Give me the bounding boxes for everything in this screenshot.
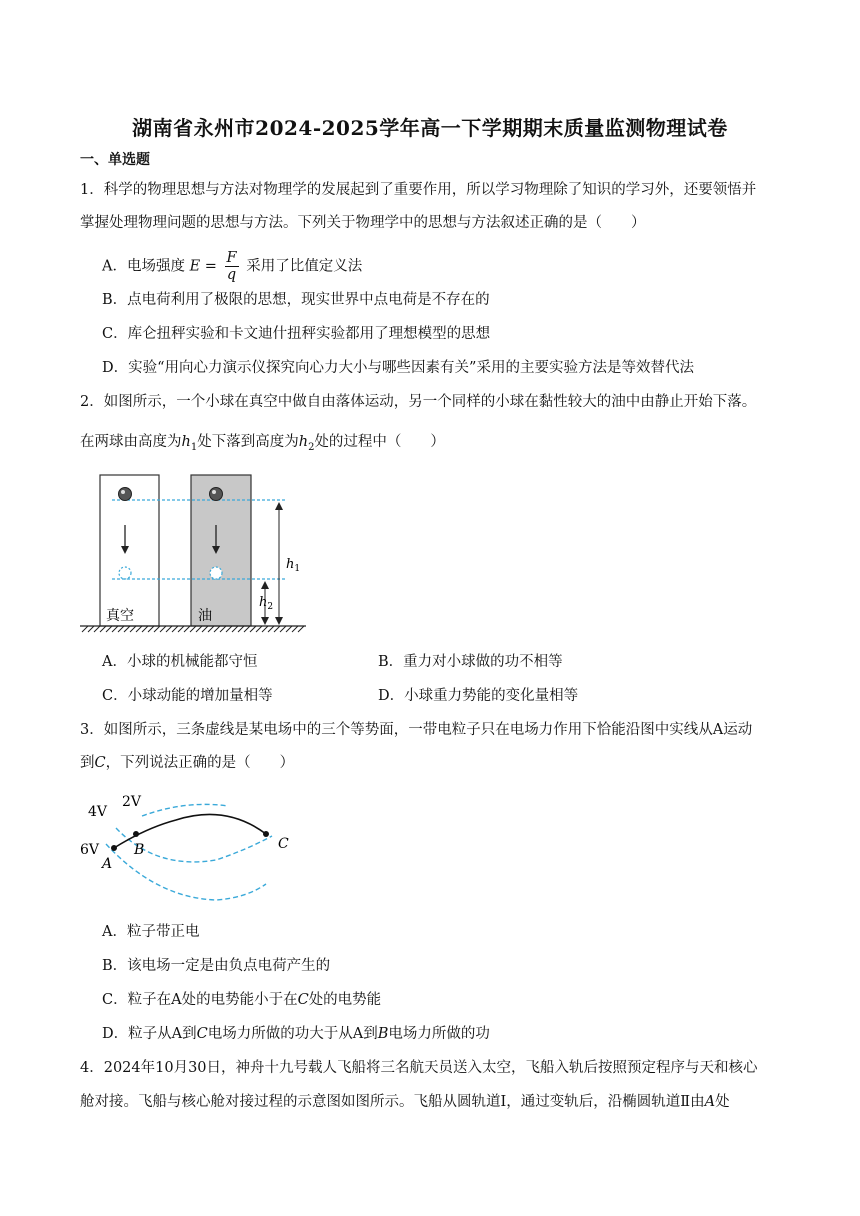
- q3-option-d-part1: D．粒子从A到: [102, 1026, 197, 1042]
- q2-text-part2: 处下落到高度为: [197, 434, 299, 450]
- q2-h1-sub: 1: [190, 441, 198, 453]
- q2-text-part1: 在两球由高度为: [80, 434, 182, 450]
- ground-hatching: [82, 626, 304, 632]
- q1-option-a: [102, 250, 362, 283]
- q1-option-a-prefix: A．电场强度: [102, 258, 185, 275]
- label-c: C: [278, 836, 289, 852]
- label-6v: 6V: [80, 842, 100, 858]
- label-a: A: [102, 856, 113, 872]
- q1-formula-denominator: q: [226, 267, 237, 283]
- q2-h2-sub: 2: [308, 441, 315, 453]
- label-2v: 2V: [122, 794, 142, 810]
- vacuum-label: 真空: [106, 608, 134, 624]
- page-title: 湖南省永州市2024-2025学年高一下学期期末质量监测物理试卷: [132, 116, 728, 140]
- q3-stem-line1: 3．如图所示，三条虚线是某电场中的三个等势面，一带电粒子只在电场力作用下恰能沿图中实线从A运动: [80, 722, 753, 738]
- oil-ball-ghost: [210, 567, 222, 579]
- q2-stem-line1: 2．如图所示，一个小球在真空中做自由落体运动，另一个同样的小球在黏性较大的油中由静止开始下落。: [80, 394, 757, 410]
- q3-option-d-part3: 电场力所做的功: [388, 1026, 490, 1042]
- q1-stem-line2: 掌握处理物理问题的思想与方法。下列关于物理学中的思想与方法叙述正确的是（ ）: [80, 215, 646, 231]
- oil-ball-highlight: [212, 490, 216, 494]
- q1-stem-line1: 1．科学的物理思想与方法对物理学的发展起到了重要作用，所以学习物理除了知识的学习外，还要领悟并: [80, 182, 757, 198]
- equipotential-6v: [106, 844, 266, 900]
- vacuum-ball-highlight: [121, 490, 125, 494]
- q2-h1-symbol: h: [181, 434, 191, 450]
- fig-h2-label: $h_2$: [259, 595, 274, 612]
- q3-option-c-part1: C．粒子在A处的电势能小于在: [102, 992, 298, 1008]
- q4-a-symbol: A: [704, 1094, 716, 1110]
- q3-option-b: B．该电场一定是由负点电荷产生的: [102, 958, 331, 974]
- q2-option-d: D．小球重力势能的变化量相等: [378, 688, 579, 704]
- point-b-dot: [133, 831, 139, 837]
- q3-option-d-symbol1: C: [196, 1026, 208, 1042]
- q2-text-part3: 处的过程中（ ）: [314, 434, 445, 450]
- q2-option-c: C．小球动能的增加量相等: [102, 688, 273, 704]
- h1-arrow-top-icon: [275, 502, 283, 510]
- label-b: B: [134, 842, 145, 858]
- q3-text-part1: 到: [80, 755, 95, 771]
- q4-stem-line2: [80, 1092, 730, 1112]
- q4-text-part1: 舱对接。飞船与核心舱对接过程的示意图如图所示。飞船从圆轨道Ⅰ，通过变轨后，沿椭圆轨道Ⅱ由: [80, 1094, 705, 1110]
- q1-formula-numerator: F: [226, 250, 237, 266]
- q2-falling-balls-figure: [76, 470, 316, 636]
- h1-arrow-bottom-icon: [275, 617, 283, 625]
- q3-option-d-part2: 电场力所做的功大于从A到: [207, 1026, 378, 1042]
- q3-option-c-symbol: C: [297, 992, 309, 1008]
- q1-option-a-suffix: 采用了比值定义法: [246, 258, 363, 275]
- q3-option-c-part2: 处的电势能: [308, 992, 382, 1008]
- q4-stem-line1: 4．2024年10月30日，神舟十九号载人飞船将三名航天员送入太空，飞船入轨后按照预定程序与天和核心: [80, 1060, 758, 1076]
- q3-option-a: A．粒子带正电: [102, 924, 200, 940]
- q3-option-d-symbol2: B: [377, 1026, 389, 1042]
- fig-h1-label: $h_1$: [286, 557, 301, 574]
- q1-option-b: B．点电荷利用了极限的思想，现实世界中点电荷是不存在的: [102, 292, 490, 308]
- h2-arrow-bottom-icon: [261, 617, 269, 625]
- q1-formula-fraction: [225, 250, 239, 283]
- q1-option-c: C．库仑扭秤实验和卡文迪什扭秤实验都用了理想模型的思想: [102, 326, 491, 342]
- q2-option-b: B．重力对小球做的功不相等: [378, 654, 563, 670]
- q3-option-d: [102, 1024, 490, 1044]
- q2-h2-symbol: h: [298, 434, 309, 450]
- label-4v: 4V: [88, 804, 108, 820]
- section-heading: 一、单选题: [80, 152, 150, 168]
- q4-text-part2: 处: [715, 1094, 730, 1110]
- q3-text-part2: ，下列说法正确的是（ ）: [105, 755, 295, 771]
- q1-option-d: D．实验“用向心力演示仪探究向心力大小与哪些因素有关”采用的主要实验方法是等效替代法: [102, 360, 694, 376]
- point-c-dot: [263, 831, 269, 837]
- oil-label: 油: [198, 608, 212, 624]
- vacuum-ball: [119, 488, 132, 501]
- q3-c-symbol: C: [94, 755, 106, 771]
- q2-stem-line2: [80, 432, 445, 458]
- q3-stem-line2: [80, 753, 294, 773]
- h2-arrow-top-icon: [261, 581, 269, 589]
- q2-option-a: A．小球的机械能都守恒: [102, 654, 258, 670]
- point-a-dot: [111, 845, 117, 851]
- oil-ball: [210, 488, 223, 501]
- q3-equipotential-figure: [76, 788, 306, 908]
- q1-formula-lhs: E =: [189, 258, 217, 275]
- q3-option-c: [102, 990, 381, 1010]
